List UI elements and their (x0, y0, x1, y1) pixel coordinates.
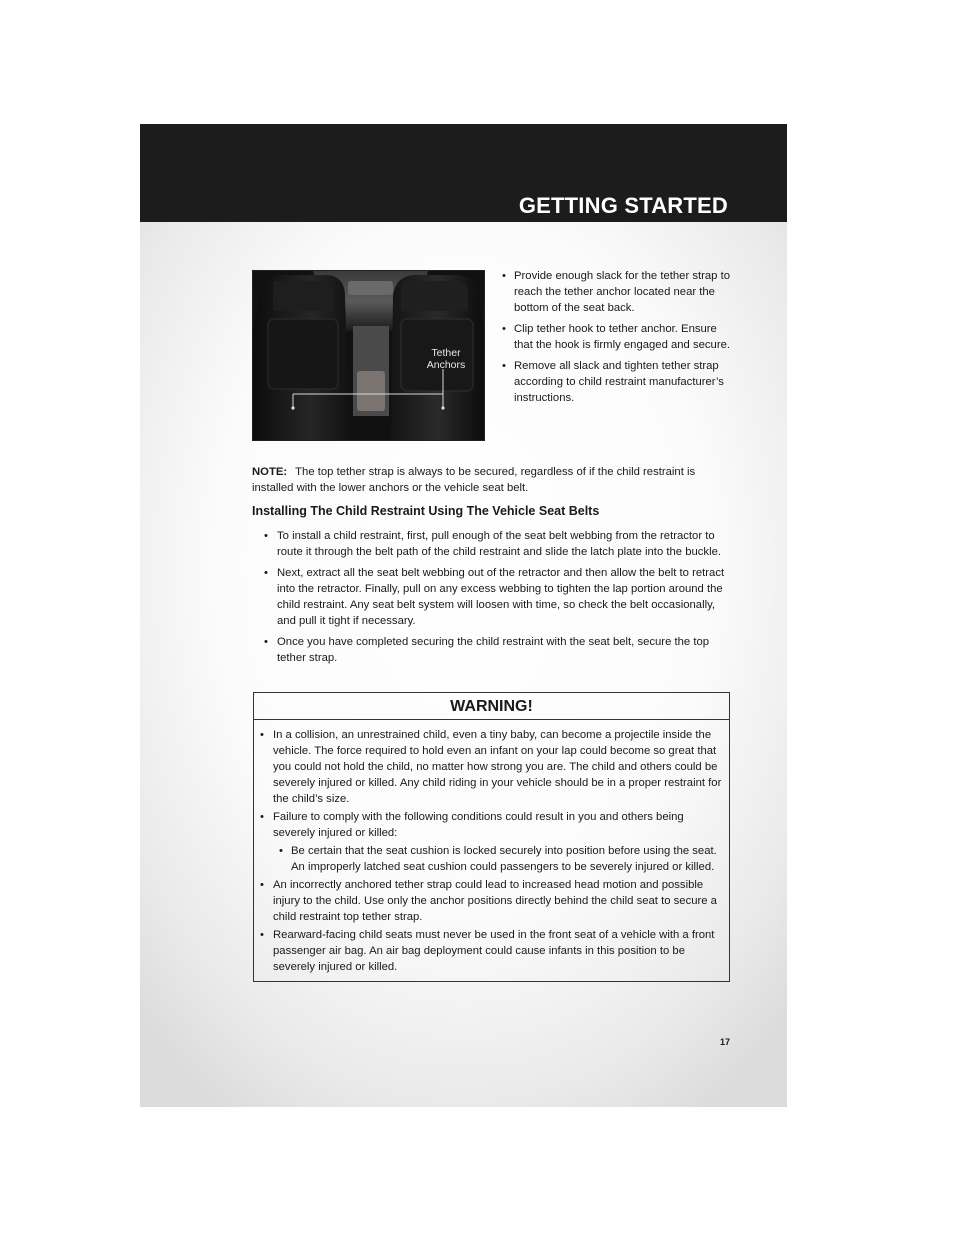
warning-box (253, 692, 730, 982)
tether-steps-list (502, 268, 732, 411)
warning-list (260, 727, 722, 977)
list-item: • To install a child restraint, first, pull enough of the seat belt webbing from the retractor to route it through the belt path of the child restraint and slide the latch plate into the buckle. (264, 528, 730, 560)
sub-list-item: • Be certain that the seat cushion is locked securely into position before using the seat. An improperly latched seat cushion could passengers to be severely injured or killed. (279, 843, 722, 875)
list-item: • An incorrectly anchored tether strap could lead to increased head motion and possible injury to the child. Use only the anchor positions directly behind the child seat to secure a child restraint top tether strap. (260, 877, 722, 925)
note-paragraph (252, 464, 730, 496)
list-item: • Remove all slack and tighten tether strap according to child restraint manufacturer’s instructions. (502, 358, 732, 406)
note-text: The top tether strap is always to be secured, regardless of if the child restraint is installed with the lower anchors or the vehicle seat belt. (252, 466, 696, 494)
list-item: • In a collision, an unrestrained child, even a tiny baby, can become a projectile inside the vehicle. The force required to hold even an infant on your lap could become so great that you could not hold the child, no matter how strong you are. The child and others could be severely injured or killed. Any child riding in your vehicle should be in a proper restraint for the child’s size. (260, 727, 722, 807)
list-item-text: Failure to comply with the following conditions could result in you and others being severely injured or killed: (273, 811, 684, 839)
tether-anchors-callout: Tether Anchors (426, 347, 466, 371)
seat-belt-steps-list (264, 528, 730, 671)
list-item: • Clip tether hook to tether anchor. Ensure that the hook is firmly engaged and secure. (502, 321, 732, 353)
note-label: NOTE: (252, 466, 288, 478)
section-title: GETTING STARTED (518, 193, 728, 218)
page-number: 17 (720, 1037, 731, 1047)
warning-sublist (273, 843, 722, 875)
list-item (260, 809, 722, 875)
list-item: • Once you have completed securing the child restraint with the seat belt, secure the top tether strap. (264, 634, 730, 666)
list-item: • Next, extract all the seat belt webbing out of the retractor and then allow the belt to retract into the retractor. Finally, pull on any excess webbing to tighten the lap portion around the child restraint. Any seat belt system will loosen with time, so check the belt occasionally, and pull it tight if necessary. (264, 565, 730, 629)
tether-anchors-photo (252, 270, 485, 441)
section-heading: Installing The Child Restraint Using The Vehicle Seat Belts (252, 504, 600, 518)
list-item: • Provide enough slack for the tether strap to reach the tether anchor located near the bottom of the seat back. (502, 268, 732, 316)
warning-title: WARNING! (254, 693, 729, 720)
manual-page (140, 124, 787, 1107)
header-band (140, 124, 787, 222)
list-item: • Rearward-facing child seats must never be used in the front seat of a vehicle with a front passenger air bag. An air bag deployment could cause infants in this position to be severely injured or killed. (260, 927, 722, 975)
